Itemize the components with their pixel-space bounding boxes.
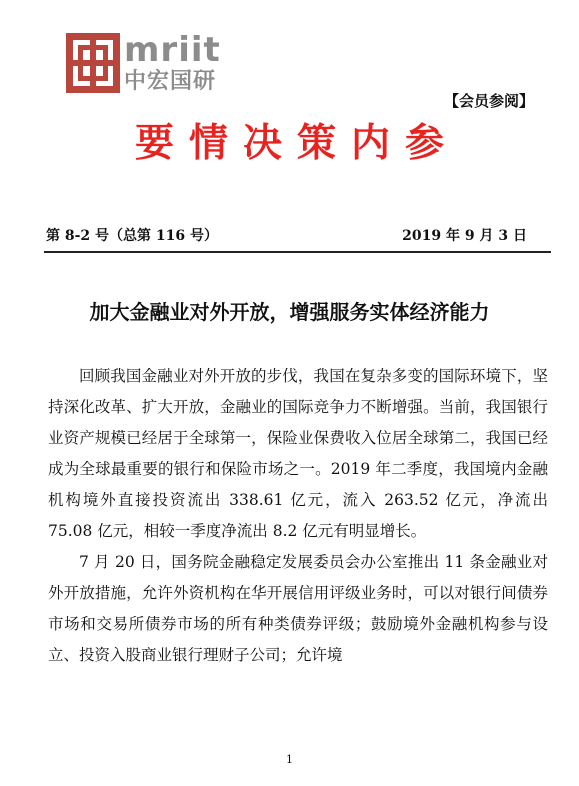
issue-number: 第 8-2 号（总第 116 号） [46, 228, 219, 244]
member-tag: 【会员参阅】 [443, 92, 534, 110]
page-number: 1 [286, 753, 293, 766]
article-paragraph: 7 月 20 日，国务院金融稳定发展委员会办公室推出 11 条金融业对外开放措施，允许外资机构在华开展信用评级业务时，可以对银行间债券市场和交易所债券市场的所有种类债券评级；鼓励境外金融机构参与设立、投资入股商业银行理财子公司；允许境 [48, 553, 548, 664]
article-body [48, 361, 548, 671]
brand-name-zh: 中宏国研 [124, 69, 217, 94]
publication-title: 要情决策内参 [134, 121, 459, 166]
brand-name-en: mriit [124, 30, 221, 70]
header-divider [44, 251, 551, 253]
mriit-logo-icon [66, 33, 120, 93]
article-paragraph: 回顾我国金融业对外开放的步伐，我国在复杂多变的国际环境下，坚持深化改革、扩大开放，金融业的国际竞争力不断增强。当前，我国银行业资产规模已经居于全球第一，保险业保费收入位居全球第二，我国已经成为全球最重要的银行和保险市场之一。2019 年二季度，我国境内金融机构境外直接投资流出 338.61 亿元，流入 263.52 亿元，净流出 75.08 亿元，相较一季度净流出 8.2 亿元有明显增长。 [48, 367, 548, 540]
article-title: 加大金融业对外开放，增强服务实体经济能力 [89, 300, 490, 324]
issue-date: 2019 年 9 月 3 日 [402, 228, 527, 244]
